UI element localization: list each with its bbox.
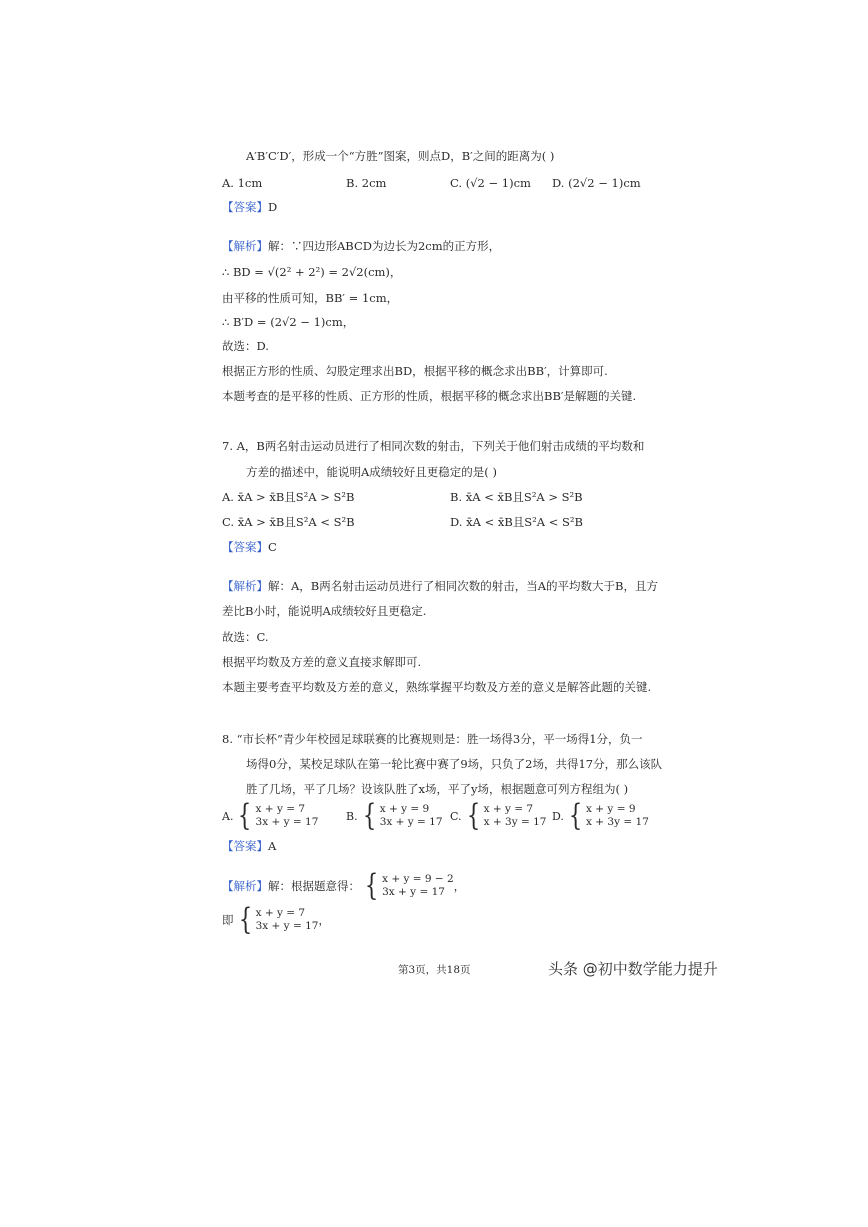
q8-analysis-line-1: 【解析】 解：根据题意得： { x + y = 9 − 2 3x + y = 17 ， bbox=[222, 868, 465, 903]
q6-stem-tail: A′B′C′D′，形成一个“方胜”图案，则点D，B′之间的距离为( ) bbox=[246, 149, 555, 163]
q8-analysis-line-2: 即 { x + y = 7 3x + y = 17 ， bbox=[222, 902, 330, 937]
q6-analysis-line-4: ∴ B′D = (2√2 − 1)cm， bbox=[222, 315, 355, 329]
brace-icon: { bbox=[568, 798, 583, 833]
q7-analysis-line-4: 根据平均数及方差的意义直接求解即可. bbox=[222, 655, 422, 669]
watermark: 头条 @初中数学能力提升 bbox=[548, 960, 718, 978]
q6-analysis-line-3: 由平移的性质可知，BB′ = 1cm， bbox=[222, 291, 399, 305]
q6-option-b: B. 2cm bbox=[346, 176, 387, 190]
q6-option-c: C. (√2 − 1)cm bbox=[450, 176, 531, 190]
q8-stem-line-3: 胜了几场，平了几场？设该队胜了x场，平了y场，根据题意可列方程组为( ) bbox=[246, 782, 629, 796]
q7-analysis-line-5: 本题主要考查平均数及方差的意义，熟练掌握平均数及方差的意义是解答此题的关键. bbox=[222, 680, 652, 694]
answer-value: C bbox=[268, 540, 277, 554]
q7-answer bbox=[222, 539, 277, 555]
q7-stem-line-1: 7. A，B两名射击运动员进行了相同次数的射击，下列关于他们射击成绩的平均数和 bbox=[222, 439, 645, 453]
q7-option-b: B. x̄A < x̄B且S²A > S²B bbox=[450, 490, 583, 504]
brace-icon: { bbox=[362, 798, 376, 833]
q8-stem-line-1: 8. “市长杯”青少年校园足球联赛的比赛规则是：胜一场得3分，平一场得1分，负一 bbox=[222, 732, 643, 746]
q6-option-d: D. (2√2 − 1)cm bbox=[552, 176, 641, 190]
answer-tag: 【答案】 bbox=[222, 839, 268, 853]
q8-option-b: B. { x + y = 9 3x + y = 17 bbox=[346, 798, 443, 833]
brace-icon: { bbox=[238, 902, 252, 937]
q8-option-c: C. { x + y = 7 x + 3y = 17 bbox=[450, 798, 547, 833]
analysis-tag: 【解析】 bbox=[222, 879, 268, 893]
q6-analysis-line-2: ∴ BD = √(2² + 2²) = 2√2(cm)， bbox=[222, 265, 402, 279]
brace-icon: { bbox=[466, 798, 480, 833]
q7-analysis-line-1: 【解析】解：A，B两名射击运动员进行了相同次数的射击，当A的平均数大于B，且方 bbox=[222, 579, 659, 593]
answer-tag: 【答案】 bbox=[222, 200, 268, 214]
q7-stem-line-2: 方差的描述中，能说明A成绩较好且更稳定的是( ) bbox=[246, 465, 497, 479]
q7-analysis-line-3: 故选：C. bbox=[222, 630, 269, 644]
q8-stem-line-2: 场得0分，某校足球队在第一轮比赛中赛了9场，只负了2场，共得17分，那么该队 bbox=[246, 757, 663, 771]
q6-answer bbox=[222, 199, 277, 215]
answer-value: A bbox=[268, 839, 277, 853]
q7-option-a: A. x̄A > x̄B且S²A > S²B bbox=[222, 490, 355, 504]
q7-option-c: C. x̄A > x̄B且S²A < S²B bbox=[222, 515, 355, 529]
brace-icon: { bbox=[364, 868, 379, 903]
q7-option-d: D. x̄A < x̄B且S²A < S²B bbox=[450, 515, 583, 529]
q8-option-a: A. { x + y = 7 3x + y = 17 bbox=[222, 798, 319, 833]
q6-option-a: A. 1cm bbox=[222, 176, 263, 190]
answer-value: D bbox=[268, 200, 278, 214]
q6-analysis-line-7: 本题考查的是平移的性质、正方形的性质，根据平移的概念求出BB′是解题的关键. bbox=[222, 389, 637, 403]
analysis-tag: 【解析】 bbox=[222, 239, 268, 253]
q6-analysis-line-6: 根据正方形的性质、勾股定理求出BD，根据平移的概念求出BB′，计算即可. bbox=[222, 364, 608, 378]
brace-icon: { bbox=[238, 798, 252, 833]
analysis-tag: 【解析】 bbox=[222, 579, 268, 593]
q8-answer bbox=[222, 838, 276, 854]
page-footer: 第3页，共18页 bbox=[398, 964, 471, 976]
q6-analysis-line-5: 故选：D. bbox=[222, 339, 269, 353]
q7-analysis-line-2: 差比B小时，能说明A成绩较好且更稳定. bbox=[222, 604, 427, 618]
q8-option-d: D. { x + y = 9 x + 3y = 17 bbox=[552, 798, 649, 833]
q6-analysis-line-1: 【解析】解：∵四边形ABCD为边长为2cm的正方形， bbox=[222, 239, 501, 253]
answer-tag: 【答案】 bbox=[222, 540, 268, 554]
